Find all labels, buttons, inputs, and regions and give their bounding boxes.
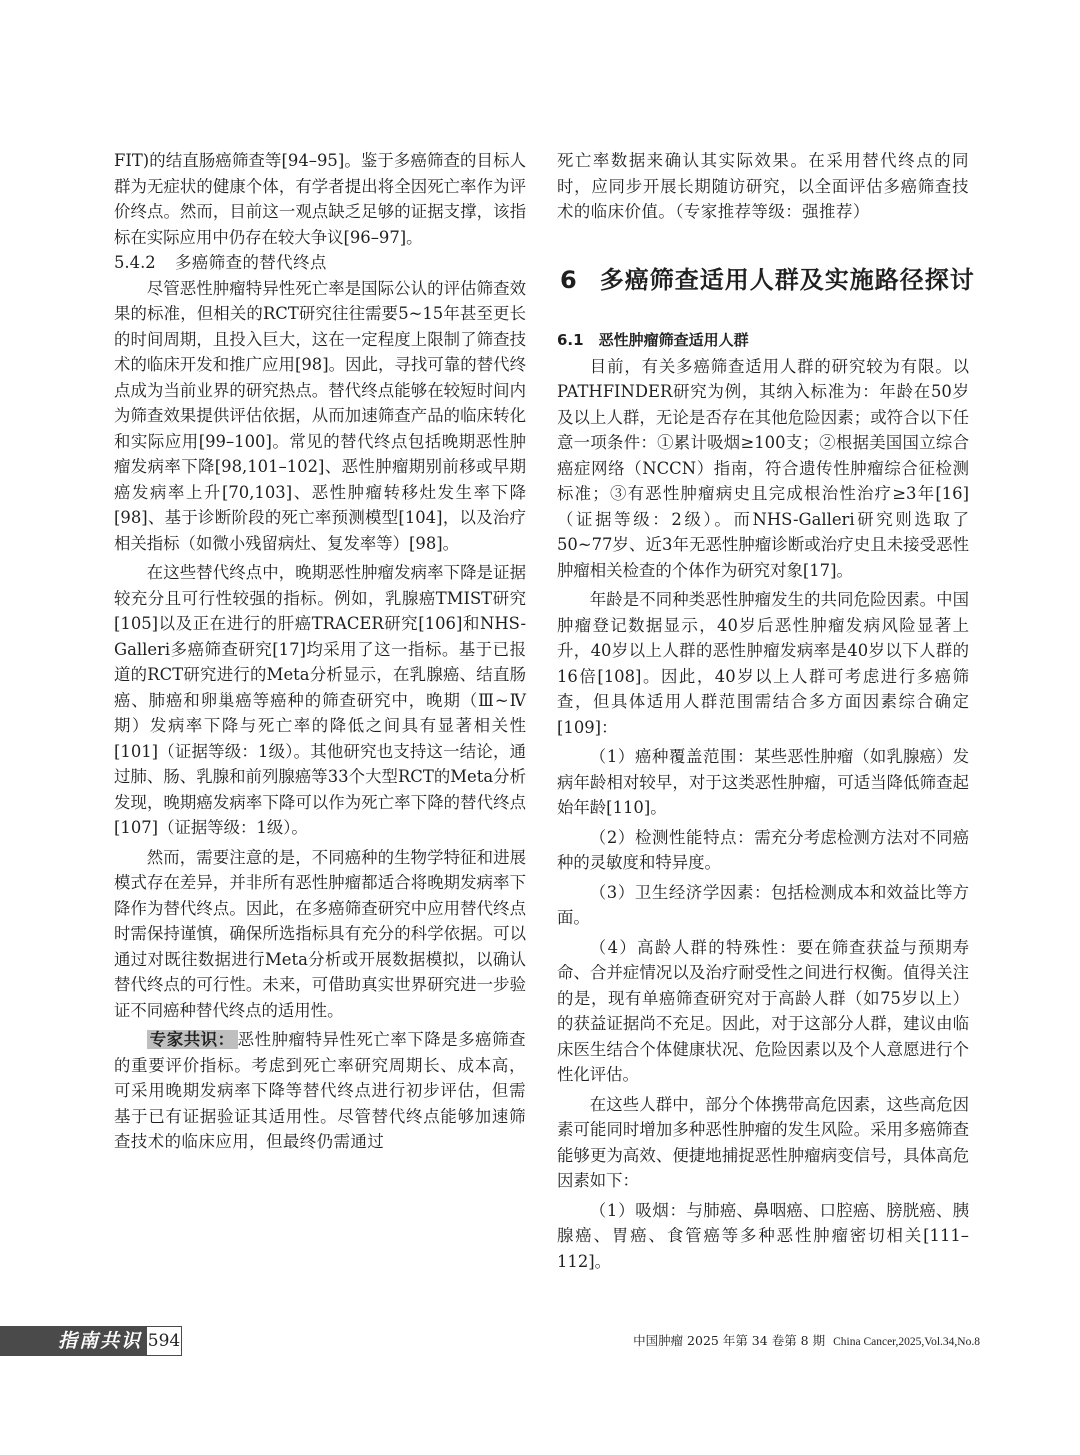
list-item xyxy=(557,1198,969,1275)
expert-consensus-label: 专家共识： xyxy=(147,1030,238,1049)
list-item-text: 某些恶性肿瘤（如乳腺癌）发病年龄相对较早，对于这类恶性肿瘤，可适当降低筛查起始年龄[110]。 xyxy=(557,747,969,817)
paragraph: 然而，需要注意的是，不同癌种的生物学特征和进展模式存在差异，并非所有恶性肿瘤都适合将晚期发病率下降作为替代终点。因此，在多癌筛查研究中应用替代终点时需保持谨慎，确保所选指标具有充分的科学依据。可以通过对既往数据进行Meta分析或开展数据模拟，以确认替代终点的可行性。未来，可借助真实世界研究进一步验证不同癌种替代终点的适用性。 xyxy=(114,847,526,1020)
subsection-title: 多癌筛查的替代终点 xyxy=(174,253,327,272)
list-item-label: （1）吸烟： xyxy=(589,1200,687,1220)
list-item-label: （1）癌种覆盖范围： xyxy=(589,747,755,766)
list-item xyxy=(557,880,969,931)
list-item xyxy=(557,935,969,1088)
footer-section-tab xyxy=(0,1326,180,1356)
footer-section-label: 指南共识 xyxy=(0,1326,146,1356)
section-title: 多癌筛查适用人群及实施路径探讨 xyxy=(599,266,975,294)
list-item xyxy=(557,744,969,821)
subsection-heading xyxy=(114,250,526,276)
expert-consensus-text: 恶性肿瘤特异性死亡率下降是多癌筛查的重要评价指标。考虑到死亡率研究周期长、成本高，可采用晚期发病率下降等替代终点进行初步评估，但需基于已有证据验证其适用性。尽管替代终点能够加速筛查技术的临床应用，但最终仍需通过 xyxy=(114,1030,527,1151)
list-item-label: （2）检测性能特点： xyxy=(589,827,755,847)
section-number: 6 xyxy=(560,266,578,294)
journal-name-en: China Cancer,2025,Vol.34,No.8 xyxy=(833,1336,980,1348)
left-column xyxy=(114,148,526,1155)
right-column xyxy=(557,148,969,225)
list-item-text: 包括检测成本和效益比等方面。 xyxy=(557,882,969,927)
list-item-label: （4）高龄人群的特殊性： xyxy=(589,937,798,957)
list-item-text: 需充分考虑检测方法对不同癌种的灵敏度和特异度。 xyxy=(557,827,969,872)
subsection-number: 5.4.2 xyxy=(114,253,156,272)
page-number: 594 xyxy=(146,1326,182,1356)
list-item-text: 与肺癌、鼻咽癌、口腔癌、膀胱癌、胰腺癌、胃癌、食管癌等多种恶性肿瘤密切相关[111–112]。 xyxy=(557,1200,969,1271)
paragraph: 在这些人群中，部分个体携带高危因素，这些高危因素可能同时增加多种恶性肿瘤的发生风险。采用多癌筛查能够更为高效、便捷地捕捉恶性肿瘤病变信号，具体高危因素如下： xyxy=(557,1094,969,1190)
paragraph: 在这些替代终点中，晚期恶性肿瘤发病率下降是证据较充分且可行性较强的指标。例如，乳腺癌TMIST研究[105]以及正在进行的肝癌TRACER研究[106]和NHS-Galleri多癌筛查研究[17]均采用了这一指标。基于已报道的RCT研究进行的Meta分析显示，在乳腺癌、结直肠癌、肺癌和卵巢癌等癌种的筛查研究中，晚期（Ⅲ~Ⅳ期）发病率下降与死亡率的降低之间具有显著相关性[101]（证据等级：1级）。其他研究也支持这一结论，通过肺、肠、乳腺和前列腺癌等33个大型RCT的Meta分析发现，晚期癌发病率下降可以作为死亡率下降的替代终点[107]（证据等级：1级）。 xyxy=(114,563,526,837)
paragraph: 年龄是不同种类恶性肿瘤发生的共同危险因素。中国肿瘤登记数据显示，40岁后恶性肿瘤发病风险显著上升，40岁以上人群的恶性肿瘤发病率是40岁以下人群的16倍[108]。因此，40岁以上人群可考虑进行多癌筛查，但具体适用人群范围需结合多方面因素综合确定[109]： xyxy=(557,590,969,737)
section-heading xyxy=(560,260,980,295)
subsection-title: 6.1 恶性肿瘤筛查适用人群 xyxy=(557,331,749,349)
paragraph: FIT)的结直肠癌筛查等[94–95]。鉴于多癌筛查的目标人群为无症状的健康个体，有学者提出将全因死亡率作为评价终点。然而，目前这一观点缺乏足够的证据支撑，该指标在实际应用中仍存在较大争议[96–97]。 xyxy=(114,151,526,247)
right-column-body xyxy=(557,328,969,1274)
list-item-text: 要在筛查获益与预期寿命、合并症情况以及治疗耐受性之间进行权衡。值得关注的是，现有单癌筛查研究对于高龄人群（如75岁以上）的获益证据尚不充足。因此，对于这部分人群，建议由临床医生结合个体健康状况、危险因素以及个人意愿进行个性化评估。 xyxy=(557,937,970,1084)
list-item-label: （3）卫生经济学因素： xyxy=(589,882,771,902)
paragraph: 目前，有关多癌筛查适用人群的研究较为有限。以PATHFINDER研究为例，其纳入标准为：年龄在50岁及以上人群，无论是否存在其他危险因素；或符合以下任意一项条件：①累计吸烟≥100支；②根据美国国立综合癌症网络（NCCN）指南，符合遗传性肿瘤综合征检测标准；③有恶性肿瘤病史且完成根治性治疗≥3年[16]（证据等级：2级）。而NHS-Galleri研究则选取了50~77岁、近3年无恶性肿瘤诊断或治疗史且未接受恶性肿瘤相关检查的个体作为研究对象[17]。 xyxy=(557,356,969,580)
list-item xyxy=(557,825,969,876)
expert-consensus xyxy=(114,1027,526,1155)
expert-consensus-continued: 死亡率数据来确认其实际效果。在采用替代终点的同时，应同步开展长期随访研究，以全面评估多癌筛查技术的临床价值。（专家推荐等级：强推荐） xyxy=(557,151,969,221)
journal-name-cn: 中国肿瘤 2025 年第 34 卷第 8 期 xyxy=(633,1333,826,1348)
journal-info xyxy=(633,1331,980,1349)
paragraph: 尽管恶性肿瘤特异性死亡率是国际公认的评估筛查效果的标准，但相关的RCT研究往往需要5~15年甚至更长的时间周期，且投入巨大，这在一定程度上限制了筛查技术的临床开发和推广应用[98]。因此，寻找可靠的替代终点成为当前业界的研究热点。替代终点能够在较短时间内为筛查效果提供评估依据，从而加速筛查产品的临床转化和实际应用[99–100]。常见的替代终点包括晚期恶性肿瘤发病率下降[98,101–102]、恶性肿瘤期别前移或早期癌发病率上升[70,103]、恶性肿瘤转移灶发生率下降[98]、基于诊断阶段的死亡率预测模型[104]，以及治疗相关指标（如微小残留病灶、复发率等）[98]。 xyxy=(114,278,526,553)
